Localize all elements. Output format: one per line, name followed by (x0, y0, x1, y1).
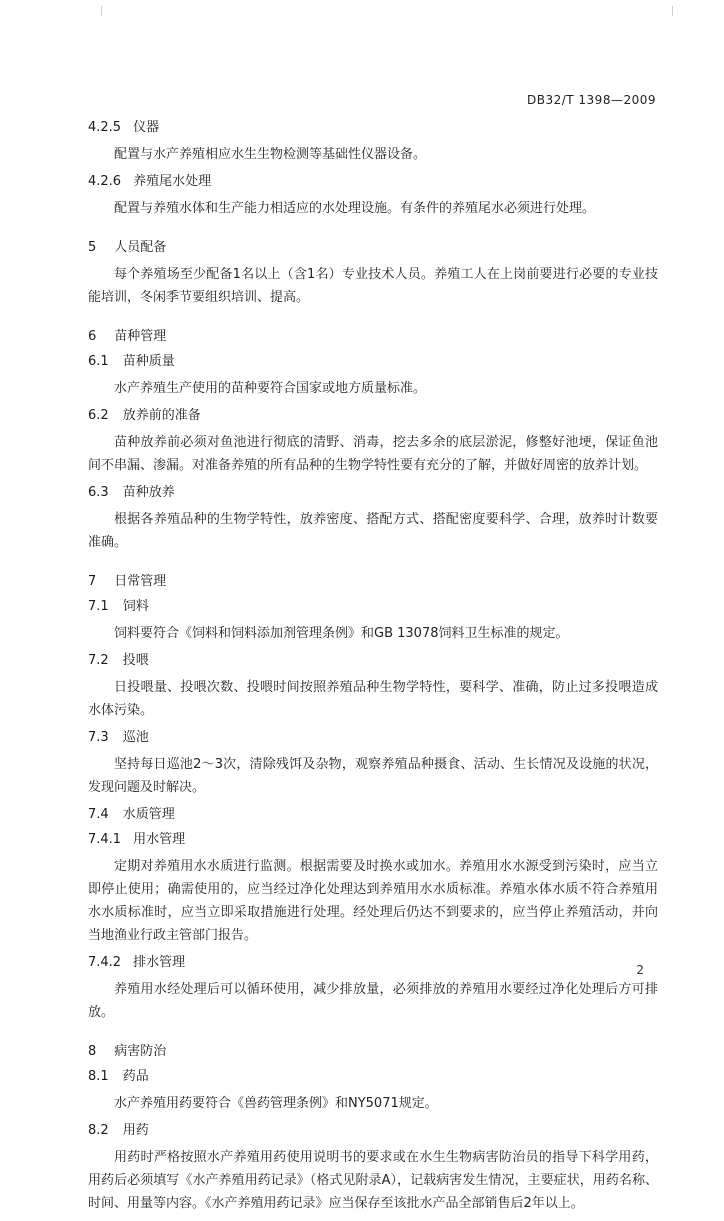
paragraph: 养殖用水经处理后可以循环使用，减少排放量，必须排放的养殖用水要经过净化处理后方可排放。 (88, 982, 658, 1020)
section-gap (88, 1030, 658, 1042)
document-standard-number: DB32/T 1398—2009 (526, 93, 656, 107)
section-number: 7.4.2 (88, 955, 122, 970)
section-number: 8 (88, 1044, 97, 1059)
section-heading (88, 1121, 658, 1140)
section-heading (88, 327, 658, 346)
section-heading (88, 1042, 658, 1061)
section-heading (88, 805, 658, 824)
section-title: 日常管理 (114, 574, 167, 589)
page-number: 2 (636, 963, 644, 977)
section-number: 6.1 (88, 354, 109, 369)
paragraph: 日投喂量、投喂次数、投喂时间按照养殖品种生物学特性，要科学、准确，防止过多投喂造成水体污染。 (88, 680, 658, 718)
section-heading (88, 352, 658, 371)
section-heading (88, 1067, 658, 1086)
section-gap (88, 560, 658, 572)
section-number: 6.2 (88, 408, 109, 423)
section-title: 病害防治 (114, 1044, 167, 1059)
section-gap (88, 315, 658, 327)
section-title: 饲料 (122, 599, 149, 614)
section-number: 6 (88, 329, 97, 344)
section-title: 用药 (122, 1123, 149, 1138)
section-heading (88, 572, 658, 591)
section-title: 苗种管理 (114, 329, 167, 344)
paragraph: 水产养殖生产使用的苗种要符合国家或地方质量标准。 (114, 381, 427, 396)
section-title: 巡池 (122, 730, 149, 745)
section-number: 8.1 (88, 1069, 109, 1084)
scan-edge-mark (672, 6, 673, 16)
section-number: 8.2 (88, 1123, 109, 1138)
section-heading (88, 830, 658, 849)
paragraph: 饲料要符合《饲料和饲料添加剂管理条例》和GB 13078饲料卫生标准的规定。 (114, 626, 569, 641)
section-heading (88, 118, 658, 137)
section-heading (88, 483, 658, 502)
section-title: 排水管理 (133, 955, 186, 970)
section-heading (88, 953, 658, 972)
paragraph: 配置与养殖水体和生产能力相适应的水处理设施。有条件的养殖尾水必须进行处理。 (114, 201, 596, 216)
section-heading (88, 597, 658, 616)
section-heading (88, 406, 658, 425)
section-number: 7.2 (88, 653, 109, 668)
paragraph: 定期对养殖用水水质进行监测。根据需要及时换水或加水。养殖用水水源受到污染时，应当立即停止使用；确需使用的，应当经过净化处理达到养殖用水水质标准。养殖水体水质不符合养殖用水水质标准时，应当立即采取措施进行处理。经处理后仍达不到要求的，应当停止养殖活动，并向当地渔业行政主管部门报告。 (88, 859, 658, 943)
paragraph: 每个养殖场至少配备1名以上（含1名）专业技术人员。养殖工人在上岗前要进行必要的专业技能培训，冬闲季节要组织培训、提高。 (88, 267, 658, 305)
section-number: 7.3 (88, 730, 109, 745)
section-title: 人员配备 (114, 240, 167, 255)
paragraph: 水产养殖用药要符合《兽药管理条例》和NY5071规定。 (114, 1096, 438, 1111)
section-heading (88, 238, 658, 257)
paragraph-spacer (88, 1215, 658, 1221)
section-heading (88, 728, 658, 747)
section-title: 水质管理 (122, 807, 175, 822)
section-title: 药品 (122, 1069, 149, 1084)
section-title: 仪器 (133, 120, 160, 135)
section-number: 4.2.6 (88, 174, 122, 189)
paragraph: 根据各养殖品种的生物学特性，放养密度、搭配方式、搭配密度要科学、合理，放养时计数要准确。 (88, 512, 658, 550)
section-gap (88, 226, 658, 238)
section-number: 7.1 (88, 599, 109, 614)
paragraph: 配置与水产养殖相应水生生物检测等基础性仪器设备。 (114, 147, 427, 162)
section-title: 投喂 (122, 653, 149, 668)
section-number: 4.2.5 (88, 120, 122, 135)
section-title: 苗种质量 (122, 354, 175, 369)
paragraph: 用药时严格按照水产养殖用药使用说明书的要求或在水生生物病害防治员的指导下科学用药，用药后必须填写《水产养殖用药记录》（格式见附录A），记载病害发生情况，主要症状，用药名称、时间、用量等内容。《水产养殖用药记录》应当保存至该批水产品全部销售后2年以上。 (88, 1150, 658, 1211)
section-heading (88, 172, 658, 191)
section-title: 苗种放养 (122, 485, 175, 500)
section-number: 7.4.1 (88, 832, 122, 847)
paragraph: 坚持每日巡池2～3次，清除残饵及杂物，观察养殖品种摄食、活动、生长情况及设施的状况，发现问题及时解决。 (88, 757, 658, 795)
section-title: 养殖尾水处理 (133, 174, 212, 189)
section-title: 用水管理 (133, 832, 186, 847)
section-heading (88, 651, 658, 670)
section-number: 7 (88, 574, 97, 589)
section-number: 6.3 (88, 485, 109, 500)
section-title: 放养前的准备 (122, 408, 201, 423)
section-number: 7.4 (88, 807, 109, 822)
paragraph: 苗种放养前必须对鱼池进行彻底的清野、消毒，挖去多余的底层淤泥，修整好池埂，保证鱼池间不串漏、渗漏。对准备养殖的所有品种的生物学特性要有充分的了解，并做好周密的放养计划。 (88, 435, 658, 473)
scan-edge-mark (101, 6, 102, 16)
document-body (88, 118, 658, 1221)
section-number: 5 (88, 240, 97, 255)
